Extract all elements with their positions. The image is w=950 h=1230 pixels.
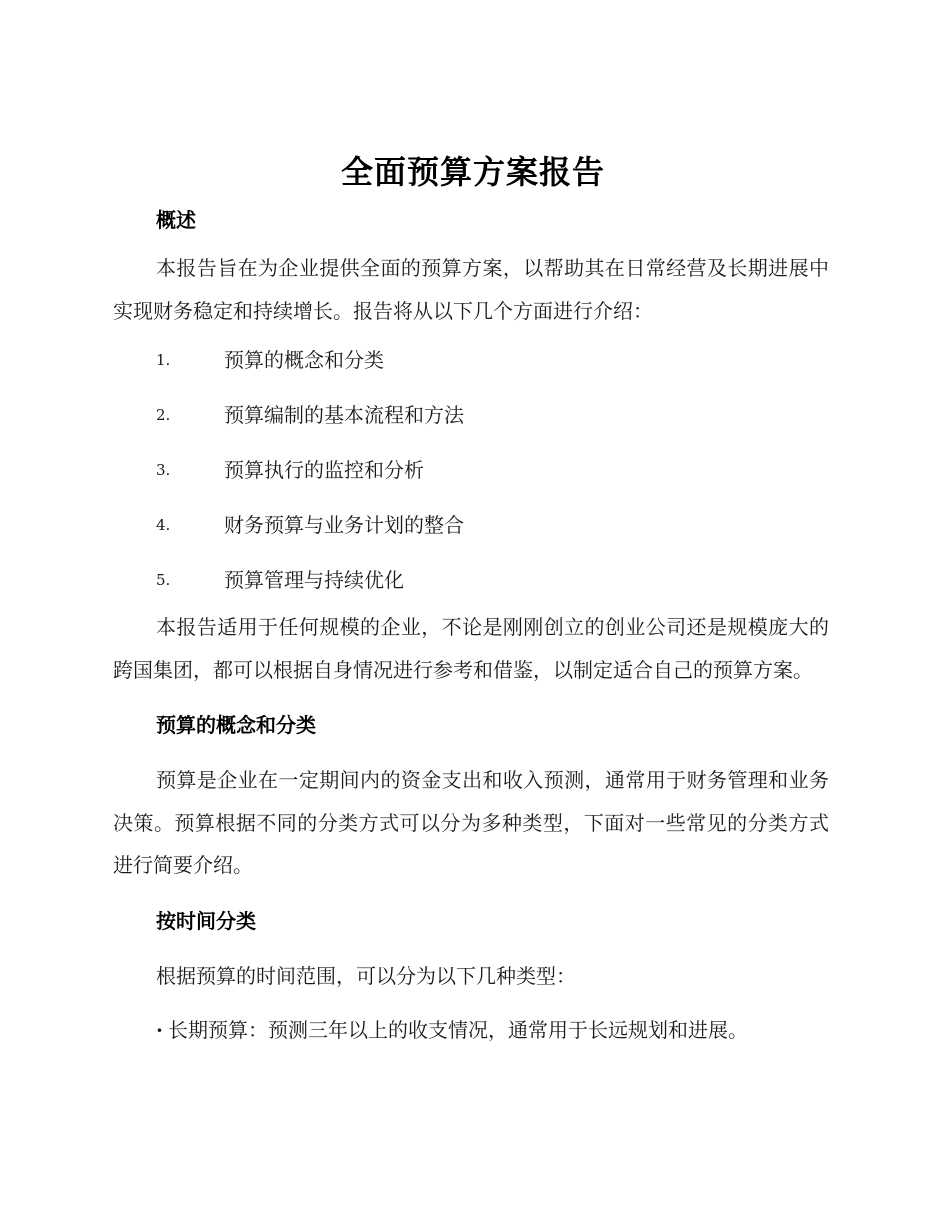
by-time-paragraph: 根据预算的时间范围，可以分为以下几种类型： xyxy=(156,963,576,988)
list-item-number: 4. xyxy=(156,516,171,534)
list-item xyxy=(113,343,829,398)
overview-intro-paragraph: 本报告旨在为企业提供全面的预算方案，以帮助其在日常经营及长期进展中实现财务稳定和持续增长。报告将从以下几个方面进行介绍： xyxy=(113,256,829,323)
document-title: 全面预算方案报告 xyxy=(340,153,605,191)
list-item-number: 5. xyxy=(156,571,171,589)
bullet-marker: · xyxy=(156,1018,163,1042)
list-item-number: 2. xyxy=(156,406,171,424)
list-item-number: 1. xyxy=(156,351,171,369)
list-item xyxy=(113,453,829,508)
list-item xyxy=(113,508,829,563)
list-item-number: 3. xyxy=(156,461,171,479)
list-item-text: 预算管理与持续优化 xyxy=(224,568,404,592)
list-item-text: 预算编制的基本流程和方法 xyxy=(224,403,464,427)
concept-paragraph: 预算是企业在一定期间内的资金支出和收入预测，通常用于财务管理和业务决策。预算根据不同的分类方式可以分为多种类型，下面对一些常见的分类方式进行简要介绍。 xyxy=(113,768,829,877)
section-heading-by-time: 按时间分类 xyxy=(156,908,256,933)
list-item xyxy=(113,398,829,453)
list-item-text: 预算的概念和分类 xyxy=(224,348,384,372)
bullet-item xyxy=(113,1013,829,1047)
document-content xyxy=(113,148,829,1047)
list-item-text: 预算执行的监控和分析 xyxy=(224,458,424,482)
overview-numbered-list xyxy=(113,343,829,618)
overview-closing-paragraph: 本报告适用于任何规模的企业，不论是刚刚创立的创业公司还是规模庞大的跨国集团，都可以根据自身情况进行参考和借鉴，以制定适合自己的预算方案。 xyxy=(113,615,829,682)
section-heading-concept: 预算的概念和分类 xyxy=(156,713,316,737)
section-heading-overview: 概述 xyxy=(156,208,196,232)
list-item-text: 财务预算与业务计划的整合 xyxy=(224,513,464,537)
list-item xyxy=(113,563,829,618)
bullet-item-text: 长期预算：预测三年以上的收支情况，通常用于长远规划和进展。 xyxy=(168,1018,748,1042)
